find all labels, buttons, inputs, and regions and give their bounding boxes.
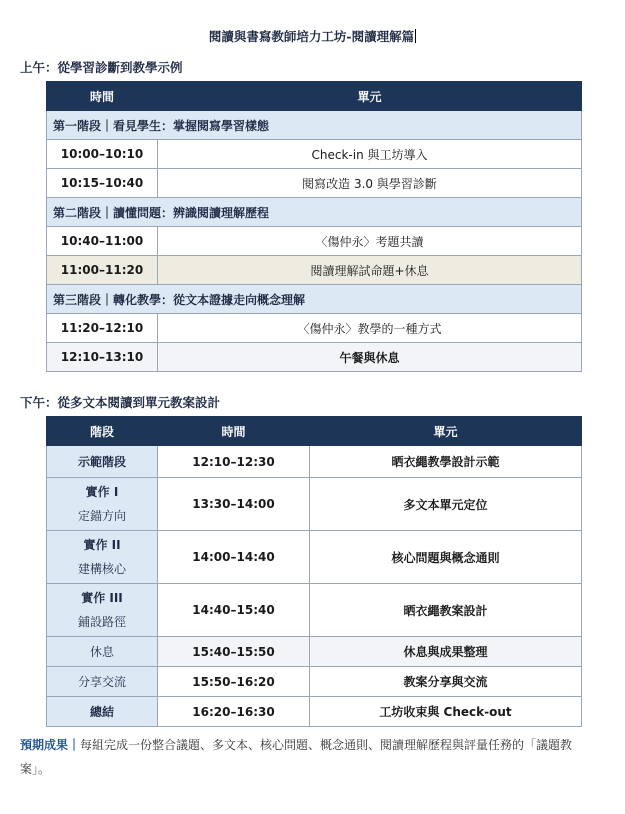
table-row xyxy=(47,637,582,667)
unit-cell: 晒衣繩教學設計示範 xyxy=(310,446,582,478)
table-row xyxy=(47,667,582,697)
time-cell: 15:40–15:50 xyxy=(158,637,310,667)
time-cell: 10:00–10:10 xyxy=(47,140,158,169)
stage-line: 實作 III xyxy=(81,591,123,605)
stage-cell xyxy=(47,531,158,584)
stage-line: 實作 I xyxy=(85,485,119,499)
unit-cell: 教案分享與交流 xyxy=(310,667,582,697)
stage-cell xyxy=(47,584,158,637)
unit-cell: 工坊收束與 Check-out xyxy=(310,697,582,727)
unit-cell: 午餐與休息 xyxy=(158,343,582,372)
phase-2-label: 第二階段｜讀懂問題：辨識閱讀理解歷程 xyxy=(47,198,582,227)
stage-cell: 分享交流 xyxy=(47,667,158,697)
col-header-time: 時間 xyxy=(158,417,310,446)
unit-cell: 〈傷仲永〉教學的一種方式 xyxy=(158,314,582,343)
stage-cell xyxy=(47,478,158,531)
table-row xyxy=(47,531,582,584)
unit-cell: 閱寫改造 3.0 與學習診斷 xyxy=(158,169,582,198)
stage-line: 實作 II xyxy=(83,538,121,552)
time-cell: 10:40–11:00 xyxy=(47,227,158,256)
afternoon-table xyxy=(46,416,582,727)
time-cell: 10:15–10:40 xyxy=(47,169,158,198)
table-row xyxy=(47,584,582,637)
time-cell: 12:10–13:10 xyxy=(47,343,158,372)
stage-line: 鋪設路徑 xyxy=(77,615,126,629)
unit-cell: 休息與成果整理 xyxy=(310,637,582,667)
unit-cell: 閱讀理解試命題+休息 xyxy=(158,256,582,285)
stage-line: 定錨方向 xyxy=(77,509,126,523)
time-cell: 14:00–14:40 xyxy=(158,531,310,584)
unit-cell: 多文本單元定位 xyxy=(310,478,582,531)
unit-cell: 〈傷仲永〉考題共讀 xyxy=(158,227,582,256)
morning-heading: 上午：從學習診斷到教學示例 xyxy=(20,60,183,75)
time-cell: 14:40–15:40 xyxy=(158,584,310,637)
unit-cell: 核心問題與概念通則 xyxy=(310,531,582,584)
table-row xyxy=(47,227,582,256)
text-caret xyxy=(415,29,416,43)
table-row xyxy=(47,697,582,727)
expected-outcome xyxy=(20,733,595,781)
time-cell: 16:20–16:30 xyxy=(158,697,310,727)
unit-cell: Check-in 與工坊導入 xyxy=(158,140,582,169)
time-cell: 11:00–11:20 xyxy=(47,256,158,285)
phase-3-label: 第三階段｜轉化教學：從文本證據走向概念理解 xyxy=(47,285,582,314)
time-cell: 12:10–12:30 xyxy=(158,446,310,478)
stage-line: 建構核心 xyxy=(77,562,126,576)
unit-cell: 晒衣繩教案設計 xyxy=(310,584,582,637)
table-row xyxy=(47,446,582,478)
table-row xyxy=(47,478,582,531)
time-cell: 15:50–16:20 xyxy=(158,667,310,697)
phase-1-label: 第一階段｜看見學生：掌握閱寫學習樣態 xyxy=(47,111,582,140)
stage-cell: 休息 xyxy=(47,637,158,667)
table-row xyxy=(47,140,582,169)
expected-text: 每組完成一份整合議題、多文本、核心問題、概念通則、閱讀理解歷程與評量任務的「議題教案」。 xyxy=(20,738,573,776)
stage-cell: 示範階段 xyxy=(47,446,158,478)
table-row xyxy=(47,256,582,285)
col-header-unit: 單元 xyxy=(158,82,582,111)
time-cell: 11:20–12:10 xyxy=(47,314,158,343)
morning-table xyxy=(46,81,582,372)
table-row xyxy=(47,343,582,372)
col-header-unit: 單元 xyxy=(310,417,582,446)
expected-label: 預期成果｜ xyxy=(20,738,81,752)
stage-cell: 總結 xyxy=(47,697,158,727)
time-cell: 13:30–14:00 xyxy=(158,478,310,531)
col-header-stage: 階段 xyxy=(47,417,158,446)
table-row xyxy=(47,169,582,198)
afternoon-heading: 下午：從多文本閱讀到單元教案設計 xyxy=(20,395,221,410)
col-header-time: 時間 xyxy=(47,82,158,111)
page-title: 閱讀與書寫教師培力工坊-閱讀理解篇 xyxy=(208,29,415,44)
table-row xyxy=(47,314,582,343)
